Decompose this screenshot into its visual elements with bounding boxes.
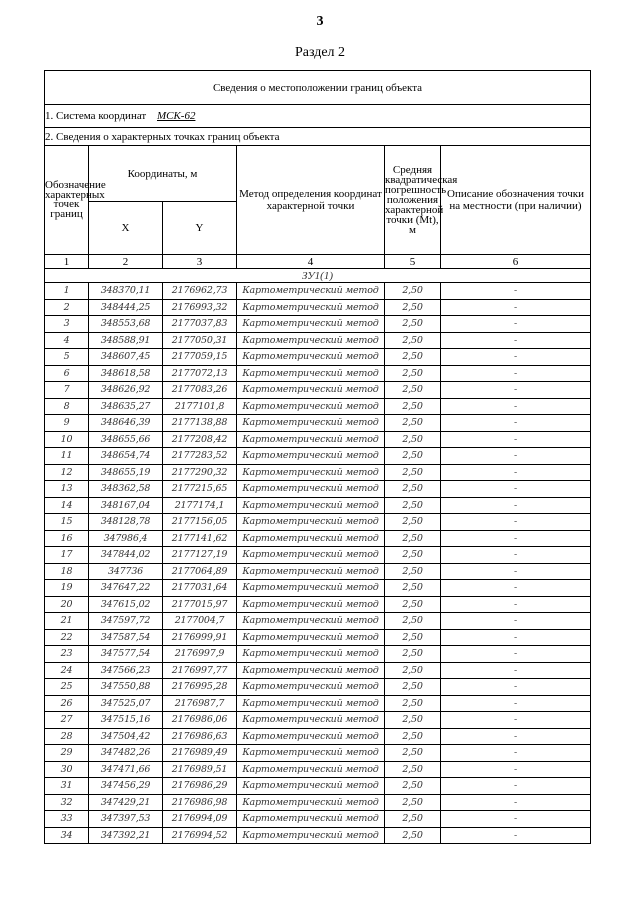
cell-error: 2,50 bbox=[385, 398, 441, 415]
cell-description: - bbox=[441, 316, 591, 333]
table-row bbox=[45, 398, 591, 415]
cell-x: 347587,54 bbox=[89, 629, 163, 646]
cell-point-number: 22 bbox=[45, 629, 89, 646]
cell-description: - bbox=[441, 712, 591, 729]
table-row bbox=[45, 332, 591, 349]
cell-y: 2177083,26 bbox=[163, 382, 237, 399]
table-row bbox=[45, 563, 591, 580]
cell-point-number: 13 bbox=[45, 481, 89, 498]
table-row bbox=[45, 415, 591, 432]
cell-x: 348654,74 bbox=[89, 448, 163, 465]
cell-description: - bbox=[441, 514, 591, 531]
cell-y: 2176994,09 bbox=[163, 811, 237, 828]
cell-x: 347429,21 bbox=[89, 794, 163, 811]
cell-description: - bbox=[441, 365, 591, 382]
cell-point-number: 27 bbox=[45, 712, 89, 729]
cell-description: - bbox=[441, 299, 591, 316]
table-row bbox=[45, 679, 591, 696]
cell-method: Картометрический метод bbox=[237, 794, 385, 811]
cell-x: 347482,26 bbox=[89, 745, 163, 762]
cell-point-number: 10 bbox=[45, 431, 89, 448]
cell-method: Картометрический метод bbox=[237, 497, 385, 514]
cell-method: Картометрический метод bbox=[237, 695, 385, 712]
cell-x: 348128,78 bbox=[89, 514, 163, 531]
cell-point-number: 29 bbox=[45, 745, 89, 762]
table-row bbox=[45, 382, 591, 399]
table-title: Сведения о местоположении границ объекта bbox=[45, 71, 591, 105]
cell-error: 2,50 bbox=[385, 481, 441, 498]
cell-y: 2177215,65 bbox=[163, 481, 237, 498]
cell-y: 2177127,19 bbox=[163, 547, 237, 564]
cell-error: 2,50 bbox=[385, 596, 441, 613]
cell-x: 347515,16 bbox=[89, 712, 163, 729]
cell-method: Картометрический метод bbox=[237, 728, 385, 745]
table-row bbox=[45, 316, 591, 333]
cell-point-number: 28 bbox=[45, 728, 89, 745]
column-number: 6 bbox=[441, 255, 591, 269]
section-title: Раздел 2 bbox=[294, 45, 346, 60]
cell-y: 2177031,64 bbox=[163, 580, 237, 597]
cell-x: 348618,58 bbox=[89, 365, 163, 382]
cell-y: 2176994,52 bbox=[163, 827, 237, 844]
point-rows bbox=[45, 283, 591, 844]
cell-method: Картометрический метод bbox=[237, 679, 385, 696]
cell-point-number: 19 bbox=[45, 580, 89, 597]
cell-x: 347597,72 bbox=[89, 613, 163, 630]
points-heading: 2. Сведения о характерных точках границ объекта bbox=[45, 128, 591, 146]
column-number: 4 bbox=[237, 255, 385, 269]
cell-method: Картометрический метод bbox=[237, 332, 385, 349]
cell-method: Картометрический метод bbox=[237, 398, 385, 415]
cell-method: Картометрический метод bbox=[237, 646, 385, 663]
table-row bbox=[45, 613, 591, 630]
cell-method: Картометрический метод bbox=[237, 349, 385, 366]
cell-method: Картометрический метод bbox=[237, 547, 385, 564]
cell-error: 2,50 bbox=[385, 613, 441, 630]
cell-y: 2176962,73 bbox=[163, 283, 237, 300]
cell-method: Картометрический метод bbox=[237, 613, 385, 630]
column-number: 3 bbox=[163, 255, 237, 269]
cell-error: 2,50 bbox=[385, 646, 441, 663]
column-number: 5 bbox=[385, 255, 441, 269]
cell-point-number: 11 bbox=[45, 448, 89, 465]
cell-x: 347550,88 bbox=[89, 679, 163, 696]
table-row bbox=[45, 481, 591, 498]
cell-x: 348655,66 bbox=[89, 431, 163, 448]
cell-y: 2177004,7 bbox=[163, 613, 237, 630]
cell-y: 2177138,88 bbox=[163, 415, 237, 432]
cell-method: Картометрический метод bbox=[237, 448, 385, 465]
cell-point-number: 7 bbox=[45, 382, 89, 399]
table-row bbox=[45, 596, 591, 613]
cell-description: - bbox=[441, 497, 591, 514]
cell-method: Картометрический метод bbox=[237, 530, 385, 547]
cell-error: 2,50 bbox=[385, 580, 441, 597]
table-row bbox=[45, 695, 591, 712]
header-coordinates: Координаты, м bbox=[89, 146, 237, 202]
cell-error: 2,50 bbox=[385, 365, 441, 382]
cell-y: 2177174,1 bbox=[163, 497, 237, 514]
header-x: X bbox=[89, 202, 163, 255]
cell-method: Картометрический метод bbox=[237, 580, 385, 597]
cell-description: - bbox=[441, 464, 591, 481]
table-row bbox=[45, 580, 591, 597]
cell-error: 2,50 bbox=[385, 382, 441, 399]
cell-point-number: 12 bbox=[45, 464, 89, 481]
cell-description: - bbox=[441, 728, 591, 745]
cell-y: 2177141,62 bbox=[163, 530, 237, 547]
cell-y: 2176986,98 bbox=[163, 794, 237, 811]
cell-method: Картометрический метод bbox=[237, 481, 385, 498]
table-title-row bbox=[45, 71, 591, 105]
cell-point-number: 30 bbox=[45, 761, 89, 778]
cell-x: 347471,66 bbox=[89, 761, 163, 778]
cell-point-number: 24 bbox=[45, 662, 89, 679]
header-y: Y bbox=[163, 202, 237, 255]
cell-method: Картометрический метод bbox=[237, 316, 385, 333]
cell-y: 2177064,89 bbox=[163, 563, 237, 580]
cell-method: Картометрический метод bbox=[237, 778, 385, 795]
cell-description: - bbox=[441, 415, 591, 432]
cell-point-number: 18 bbox=[45, 563, 89, 580]
cell-point-number: 5 bbox=[45, 349, 89, 366]
cell-description: - bbox=[441, 662, 591, 679]
column-number: 1 bbox=[45, 255, 89, 269]
cell-y: 2177283,52 bbox=[163, 448, 237, 465]
cell-x: 348553,68 bbox=[89, 316, 163, 333]
header-row bbox=[45, 146, 591, 202]
cell-description: - bbox=[441, 613, 591, 630]
cell-error: 2,50 bbox=[385, 662, 441, 679]
table-row bbox=[45, 745, 591, 762]
cell-error: 2,50 bbox=[385, 778, 441, 795]
table-row bbox=[45, 283, 591, 300]
parcel-label: ЗУ1(1) bbox=[45, 269, 591, 283]
cell-x: 347986,4 bbox=[89, 530, 163, 547]
cell-y: 2177290,32 bbox=[163, 464, 237, 481]
boundary-table bbox=[44, 70, 591, 844]
cell-x: 348167,04 bbox=[89, 497, 163, 514]
cell-y: 2176989,49 bbox=[163, 745, 237, 762]
table-row bbox=[45, 547, 591, 564]
cell-point-number: 26 bbox=[45, 695, 89, 712]
cell-description: - bbox=[441, 778, 591, 795]
cell-description: - bbox=[441, 547, 591, 564]
cell-x: 347392,21 bbox=[89, 827, 163, 844]
cell-error: 2,50 bbox=[385, 811, 441, 828]
header-error: Средняя квадратическая погрешность положения характерной точки (Mt), м bbox=[385, 146, 441, 255]
cell-x: 347504,42 bbox=[89, 728, 163, 745]
cell-method: Картометрический метод bbox=[237, 745, 385, 762]
cell-description: - bbox=[441, 580, 591, 597]
cell-method: Картометрический метод bbox=[237, 761, 385, 778]
table-row bbox=[45, 827, 591, 844]
cell-x: 348655,19 bbox=[89, 464, 163, 481]
cell-error: 2,50 bbox=[385, 679, 441, 696]
cell-error: 2,50 bbox=[385, 563, 441, 580]
table-row bbox=[45, 448, 591, 465]
header-method: Метод определения координат характерной точки bbox=[237, 146, 385, 255]
table-row bbox=[45, 497, 591, 514]
coordinate-system-label: 1. Система координат bbox=[45, 110, 147, 122]
cell-y: 2176997,77 bbox=[163, 662, 237, 679]
cell-description: - bbox=[441, 431, 591, 448]
cell-description: - bbox=[441, 563, 591, 580]
cell-point-number: 4 bbox=[45, 332, 89, 349]
cell-point-number: 17 bbox=[45, 547, 89, 564]
cell-error: 2,50 bbox=[385, 695, 441, 712]
cell-y: 2177101,8 bbox=[163, 398, 237, 415]
cell-point-number: 6 bbox=[45, 365, 89, 382]
cell-method: Картометрический метод bbox=[237, 827, 385, 844]
cell-y: 2176999,91 bbox=[163, 629, 237, 646]
cell-description: - bbox=[441, 596, 591, 613]
cell-description: - bbox=[441, 332, 591, 349]
cell-y: 2177072,13 bbox=[163, 365, 237, 382]
table-row bbox=[45, 629, 591, 646]
cell-method: Картометрический метод bbox=[237, 563, 385, 580]
cell-error: 2,50 bbox=[385, 316, 441, 333]
cell-x: 348635,27 bbox=[89, 398, 163, 415]
table-row bbox=[45, 728, 591, 745]
table-row bbox=[45, 712, 591, 729]
cell-description: - bbox=[441, 283, 591, 300]
cell-y: 2176986,63 bbox=[163, 728, 237, 745]
cell-method: Картометрический метод bbox=[237, 431, 385, 448]
cell-y: 2177156,05 bbox=[163, 514, 237, 531]
cell-description: - bbox=[441, 695, 591, 712]
cell-x: 348646,39 bbox=[89, 415, 163, 432]
cell-point-number: 15 bbox=[45, 514, 89, 531]
cell-x: 347615,02 bbox=[89, 596, 163, 613]
cell-x: 348370,11 bbox=[89, 283, 163, 300]
cell-error: 2,50 bbox=[385, 448, 441, 465]
cell-point-number: 14 bbox=[45, 497, 89, 514]
table-row bbox=[45, 530, 591, 547]
cell-error: 2,50 bbox=[385, 728, 441, 745]
cell-point-number: 25 bbox=[45, 679, 89, 696]
cell-y: 2177050,31 bbox=[163, 332, 237, 349]
cell-error: 2,50 bbox=[385, 761, 441, 778]
table-row bbox=[45, 464, 591, 481]
cell-y: 2176997,9 bbox=[163, 646, 237, 663]
cell-x: 347647,22 bbox=[89, 580, 163, 597]
cell-description: - bbox=[441, 827, 591, 844]
cell-description: - bbox=[441, 646, 591, 663]
cell-x: 347844,02 bbox=[89, 547, 163, 564]
cell-point-number: 32 bbox=[45, 794, 89, 811]
cell-point-number: 2 bbox=[45, 299, 89, 316]
cell-method: Картометрический метод bbox=[237, 365, 385, 382]
coordinate-system-value: МСК-62 bbox=[156, 110, 196, 122]
cell-error: 2,50 bbox=[385, 332, 441, 349]
cell-error: 2,50 bbox=[385, 547, 441, 564]
cell-y: 2176989,51 bbox=[163, 761, 237, 778]
cell-method: Картометрический метод bbox=[237, 514, 385, 531]
cell-description: - bbox=[441, 448, 591, 465]
cell-error: 2,50 bbox=[385, 283, 441, 300]
table-row bbox=[45, 778, 591, 795]
column-number-row bbox=[45, 255, 591, 269]
cell-x: 347456,29 bbox=[89, 778, 163, 795]
cell-error: 2,50 bbox=[385, 497, 441, 514]
cell-y: 2176986,29 bbox=[163, 778, 237, 795]
cell-method: Картометрический метод bbox=[237, 811, 385, 828]
table-row bbox=[45, 662, 591, 679]
table-row bbox=[45, 646, 591, 663]
column-number: 2 bbox=[89, 255, 163, 269]
cell-method: Картометрический метод bbox=[237, 382, 385, 399]
cell-y: 2176993,32 bbox=[163, 299, 237, 316]
cell-y: 2177037,83 bbox=[163, 316, 237, 333]
cell-method: Картометрический метод bbox=[237, 283, 385, 300]
cell-description: - bbox=[441, 398, 591, 415]
cell-method: Картометрический метод bbox=[237, 299, 385, 316]
cell-method: Картометрический метод bbox=[237, 629, 385, 646]
cell-y: 2176995,28 bbox=[163, 679, 237, 696]
cell-point-number: 33 bbox=[45, 811, 89, 828]
cell-description: - bbox=[441, 811, 591, 828]
cell-point-number: 8 bbox=[45, 398, 89, 415]
cell-error: 2,50 bbox=[385, 431, 441, 448]
cell-y: 2177208,42 bbox=[163, 431, 237, 448]
cell-error: 2,50 bbox=[385, 349, 441, 366]
cell-point-number: 23 bbox=[45, 646, 89, 663]
cell-x: 348607,45 bbox=[89, 349, 163, 366]
table-row bbox=[45, 811, 591, 828]
cell-x: 348588,91 bbox=[89, 332, 163, 349]
cell-error: 2,50 bbox=[385, 629, 441, 646]
table-row bbox=[45, 299, 591, 316]
cell-point-number: 1 bbox=[45, 283, 89, 300]
cell-x: 348444,25 bbox=[89, 299, 163, 316]
table-row bbox=[45, 794, 591, 811]
cell-x: 347566,23 bbox=[89, 662, 163, 679]
cell-description: - bbox=[441, 761, 591, 778]
cell-y: 2177015,97 bbox=[163, 596, 237, 613]
cell-description: - bbox=[441, 794, 591, 811]
points-heading-row bbox=[45, 128, 591, 146]
cell-y: 2176986,06 bbox=[163, 712, 237, 729]
cell-x: 347577,54 bbox=[89, 646, 163, 663]
cell-point-number: 16 bbox=[45, 530, 89, 547]
cell-error: 2,50 bbox=[385, 827, 441, 844]
table-row bbox=[45, 349, 591, 366]
cell-description: - bbox=[441, 745, 591, 762]
cell-description: - bbox=[441, 679, 591, 696]
cell-method: Картометрический метод bbox=[237, 464, 385, 481]
cell-x: 347397,53 bbox=[89, 811, 163, 828]
cell-error: 2,50 bbox=[385, 299, 441, 316]
cell-error: 2,50 bbox=[385, 530, 441, 547]
cell-error: 2,50 bbox=[385, 415, 441, 432]
cell-point-number: 31 bbox=[45, 778, 89, 795]
cell-point-number: 20 bbox=[45, 596, 89, 613]
cell-x: 347525,07 bbox=[89, 695, 163, 712]
cell-error: 2,50 bbox=[385, 745, 441, 762]
cell-point-number: 3 bbox=[45, 316, 89, 333]
cell-error: 2,50 bbox=[385, 514, 441, 531]
cell-error: 2,50 bbox=[385, 464, 441, 481]
cell-x: 348626,92 bbox=[89, 382, 163, 399]
cell-error: 2,50 bbox=[385, 794, 441, 811]
table-row bbox=[45, 431, 591, 448]
page-number: 3 bbox=[316, 14, 324, 29]
cell-method: Картометрический метод bbox=[237, 662, 385, 679]
table-row bbox=[45, 365, 591, 382]
cell-description: - bbox=[441, 530, 591, 547]
cell-point-number: 21 bbox=[45, 613, 89, 630]
header-description: Описание обозначения точки на местности (при наличии) bbox=[441, 146, 591, 255]
cell-x: 348362,58 bbox=[89, 481, 163, 498]
coordinate-system-row bbox=[45, 105, 591, 128]
cell-y: 2177059,15 bbox=[163, 349, 237, 366]
cell-point-number: 9 bbox=[45, 415, 89, 432]
cell-point-number: 34 bbox=[45, 827, 89, 844]
header-point-designation: Обозначение характерных точек границ bbox=[45, 146, 89, 255]
cell-y: 2176987,7 bbox=[163, 695, 237, 712]
cell-method: Картометрический метод bbox=[237, 712, 385, 729]
table-row bbox=[45, 761, 591, 778]
table-row bbox=[45, 514, 591, 531]
cell-x: 347736 bbox=[89, 563, 163, 580]
cell-description: - bbox=[441, 629, 591, 646]
cell-method: Картометрический метод bbox=[237, 596, 385, 613]
cell-description: - bbox=[441, 382, 591, 399]
cell-description: - bbox=[441, 481, 591, 498]
cell-description: - bbox=[441, 349, 591, 366]
parcel-row bbox=[45, 269, 591, 283]
cell-method: Картометрический метод bbox=[237, 415, 385, 432]
cell-error: 2,50 bbox=[385, 712, 441, 729]
